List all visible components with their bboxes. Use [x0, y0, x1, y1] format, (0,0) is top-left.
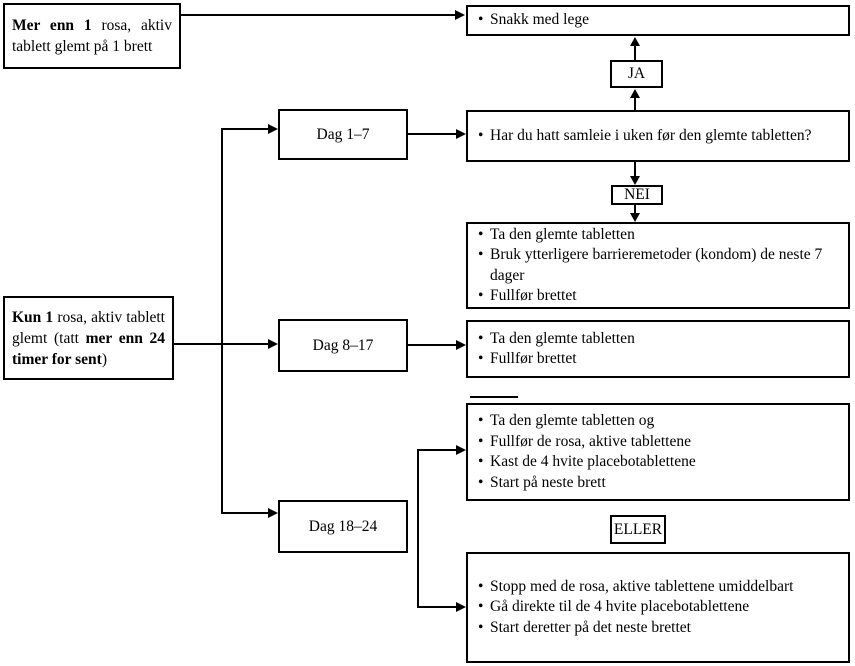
list-item [478, 245, 840, 286]
connector-line [408, 344, 456, 346]
list-item-text: Gå direkte til de 4 hvite placebotablettene [490, 598, 750, 616]
condition-rest-text: rosa, aktiv tablett glemt på 1 brett [12, 17, 172, 55]
bullet-marker: • [478, 473, 484, 491]
condition-text [12, 307, 165, 370]
list-item-text: Fullfør de rosa, aktive tablettene [490, 432, 692, 450]
label-box-ja [610, 60, 663, 88]
arrowhead [630, 213, 640, 222]
nei-label: NEI [624, 186, 650, 203]
connector-line [408, 133, 456, 135]
day-box-1-7 [278, 109, 408, 160]
action-box-day-18-24-option2 [466, 552, 850, 663]
divider-line [470, 396, 518, 398]
condition-text [12, 15, 172, 57]
connector-line [417, 606, 456, 608]
arrowhead [630, 89, 640, 98]
bullet-marker: • [478, 453, 484, 470]
list-item-text: Stopp med de rosa, aktive tablettene umiddelbart [490, 577, 794, 595]
list-item [478, 597, 840, 618]
action-box-day-1-7 [466, 222, 850, 309]
list-item-text: Ta den glemte tabletten [490, 225, 635, 243]
action-box-day-18-24-option1 [466, 403, 850, 501]
bullet-marker: • [478, 329, 484, 347]
day-box-18-24 [278, 500, 408, 553]
list-item [478, 411, 840, 432]
bullet-marker: • [478, 350, 484, 367]
list-item [478, 10, 840, 31]
arrowhead [268, 339, 278, 349]
action-box-day-8-17 [466, 320, 850, 378]
list-item [478, 473, 840, 494]
connector-line [634, 98, 636, 110]
list-item-text: Kast de 4 hvite placebotablettene [490, 453, 696, 470]
connector-line [417, 449, 456, 451]
list-item [478, 452, 840, 473]
list-item [478, 126, 840, 147]
connector-line [181, 14, 455, 16]
condition-box-more-than-one [3, 3, 181, 69]
label-box-eller [610, 515, 666, 544]
list-item [478, 349, 840, 370]
list-item-text: Fullfør brettet [490, 350, 577, 367]
arrowhead [456, 340, 466, 350]
condition-bold-text: Kun 1 [12, 308, 54, 326]
list-item-text: Fullfør brettet [490, 287, 577, 304]
list-item-text: Start deretter på det neste brettet [490, 618, 691, 636]
list-item-text: Ta den glemte tabletten og [490, 412, 655, 429]
bullet-marker: • [478, 11, 484, 29]
list-item-text: Snakk med lege [490, 11, 590, 29]
bullet-marker: • [478, 577, 484, 595]
condition-text-wrap [5, 5, 179, 67]
bullet-marker: • [478, 225, 484, 243]
list-item [478, 432, 840, 453]
bullet-marker: • [478, 287, 484, 304]
ja-label: JA [627, 65, 646, 82]
arrowhead [456, 129, 466, 139]
connector-line [221, 512, 268, 514]
day-1-7-label: Dag 1–7 [316, 125, 370, 143]
condition-mid-text: rosa, aktiv tablett glemt (tatt [12, 308, 165, 347]
list-item [478, 286, 840, 307]
connector-line [174, 343, 268, 345]
connector-line [221, 128, 268, 130]
list-item-text: Bruk ytterligere barrieremetoder (kondom) de neste 7 dager [490, 246, 823, 284]
connector-line [417, 450, 419, 607]
action-box-talk-to-doctor [466, 5, 850, 36]
label-box-nei [611, 185, 663, 205]
connector-line [634, 162, 636, 176]
list-item [478, 618, 840, 639]
list-item [478, 225, 840, 246]
condition-bold-text-2: mer enn 24 timer for sent [12, 329, 165, 368]
list-item-text: Har du hatt samleie i uken før den glemte tabletten? [490, 126, 812, 144]
connector-line [634, 46, 636, 60]
list-item [478, 577, 840, 598]
connector-line [634, 205, 636, 213]
arrowhead [456, 602, 466, 612]
arrowhead [456, 445, 466, 455]
day-18-24-label: Dag 18–24 [308, 517, 378, 535]
connector-line [221, 129, 223, 514]
arrowhead [455, 10, 465, 20]
bullet-marker: • [478, 126, 484, 144]
eller-label: ELLER [613, 520, 663, 538]
condition-text-wrap [5, 298, 172, 378]
day-box-8-17 [278, 319, 408, 372]
condition-bold-text: Mer enn 1 [12, 17, 92, 34]
arrowhead [630, 176, 640, 185]
bullet-marker: • [478, 246, 484, 263]
list-item-text: Ta den glemte tabletten [490, 329, 635, 347]
question-box-intercourse [466, 110, 850, 162]
condition-box-only-one [3, 296, 174, 380]
list-item-text: Start på neste brett [490, 473, 606, 491]
bullet-marker: • [478, 412, 484, 429]
bullet-marker: • [478, 432, 484, 450]
arrowhead [268, 124, 278, 134]
condition-end-text: ) [101, 350, 107, 368]
arrowhead [630, 37, 640, 46]
arrowhead [268, 508, 278, 518]
day-8-17-label: Dag 8–17 [312, 336, 374, 354]
bullet-marker: • [478, 618, 484, 636]
list-item [478, 329, 840, 350]
bullet-marker: • [478, 598, 484, 616]
